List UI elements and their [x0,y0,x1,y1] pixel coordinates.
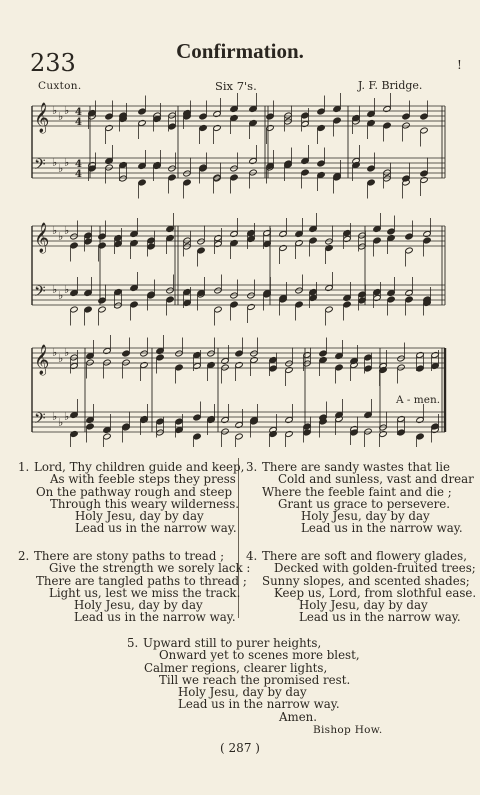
note-head [285,367,293,374]
note-head [387,296,395,303]
note-head [119,175,127,182]
note-head [235,422,243,429]
verse-number: 5. [127,636,139,650]
note-head [130,231,138,238]
author-credit: Bishop How. [313,724,383,736]
verse-5 [127,637,427,723]
note-head [166,226,174,233]
flat-sign-icon: ♭ [58,110,64,123]
verse-line: There are sandy wastes that lie [262,460,450,474]
flat-sign-icon: ♭ [58,230,64,243]
note-head [285,431,293,438]
note-head [230,240,238,247]
note-head [138,163,146,170]
note-head [364,428,372,435]
flat-sign-icon: ♭ [64,346,70,359]
verse-number: 2. [18,549,30,563]
tune-name: Cuxton. [38,80,82,92]
note-head [230,174,238,181]
note-head [317,108,325,115]
note-head [387,235,395,242]
note-head [405,296,413,303]
note-head [175,364,183,371]
note-head [156,418,164,425]
note-head [230,165,238,172]
bass-clef-icon: 𝄢 [34,283,46,304]
note-head [70,354,78,361]
note-head [405,233,413,240]
note-head [309,226,317,233]
verse-line: Holy Jesu, day by day [75,509,204,524]
page-number: ( 287 ) [220,741,260,755]
note-head [193,352,201,359]
note-head [397,429,405,436]
note-head [367,120,375,127]
flat-sign-icon: ♭ [58,416,64,429]
note-head [309,295,317,302]
note-head [183,237,191,244]
time-signature: 4 [75,159,82,170]
hymn-title: Confirmation. [176,39,304,63]
note-head [122,359,130,366]
flat-sign-icon: ♭ [64,156,70,169]
note-head [193,414,201,421]
note-head [130,240,138,247]
note-head [423,237,431,244]
note-head [193,363,201,370]
verse-2 [18,549,251,625]
verse-line: Till we reach the promised rest. [159,672,351,687]
note-head [140,362,148,369]
note-head [309,237,317,244]
note-head [166,235,174,242]
note-head [373,226,381,233]
note-head [373,289,381,296]
note-head [130,285,138,292]
note-head [183,243,191,250]
note-head [235,433,243,440]
verse-1 [18,460,245,536]
note-head [175,350,183,357]
note-head [247,236,255,243]
note-head [147,237,155,244]
note-head [319,357,327,364]
note-head [105,164,113,171]
note-head [105,158,113,165]
note-head [221,358,229,365]
note-head [213,125,221,132]
note-head [119,162,127,169]
verse-line: Lead us in the narrow way. [75,521,237,536]
note-head [373,295,381,302]
corner-mark: ! [457,58,462,72]
note-head [420,113,428,120]
note-head [317,125,325,132]
note-head [70,242,78,249]
note-head [343,236,351,243]
time-signature: 4 [75,169,82,180]
note-head [279,231,287,238]
note-head [397,355,405,362]
flat-sign-icon: ♭ [52,104,58,117]
note-head [295,231,303,238]
note-head [140,350,148,357]
note-head [138,179,146,186]
note-head [175,418,183,425]
note-head [319,350,327,357]
note-head [247,230,255,237]
note-head [397,416,405,423]
treble-clef-icon: 𝄞 [34,103,50,133]
verse-line: Lead us in the narrow way. [301,521,463,536]
note-head [230,301,238,308]
note-head [70,306,78,313]
verse-line: Keep us, Lord, from slothful ease. [274,585,477,600]
note-head [387,290,395,297]
note-head [183,170,191,177]
note-head [420,127,428,134]
note-head [98,242,106,249]
verse-line: Through this weary wilderness. [50,496,240,511]
composer: J. F. Bridge. [358,79,423,92]
note-head [98,233,106,240]
note-head [84,232,92,239]
note-head [325,306,333,313]
note-head [247,304,255,311]
note-head [416,417,424,424]
note-head [284,118,292,125]
flat-sign-icon: ♭ [52,224,58,237]
note-head [301,169,309,176]
note-head [221,417,229,424]
note-head [335,353,343,360]
note-head [405,247,413,254]
note-head [303,423,311,430]
verse-number: 1. [18,460,30,474]
note-head [285,417,293,424]
flat-sign-icon: ♭ [64,104,70,117]
hymn-number: 233 [30,49,76,77]
note-head [70,290,78,297]
note-head [86,417,94,424]
flat-sign-icon: ♭ [52,346,58,359]
flat-sign-icon: ♭ [58,352,64,365]
note-head [98,297,106,304]
note-head [175,427,183,434]
note-head [367,165,375,172]
note-head [317,172,325,179]
note-head [114,241,122,248]
note-head [303,360,311,367]
verse-4 [246,549,477,625]
meter: Six 7's. [215,79,257,93]
verse-line: Lead us in the narrow way. [178,697,340,712]
note-head [166,287,174,294]
note-head [247,292,255,299]
note-head [420,170,428,177]
verse-line: Lord, Thy children guide and keep, [34,460,245,474]
note-head [269,357,277,364]
note-head [230,292,238,299]
note-head [266,125,274,132]
note-head [168,174,176,181]
note-head [197,238,205,245]
note-head [420,177,428,184]
note-head [397,364,405,371]
note-head [114,302,122,309]
note-head [431,363,439,370]
verse-line: Give the strength we sorely lack : [49,561,251,576]
note-head [70,363,78,370]
note-head [235,350,243,357]
note-head [333,117,341,124]
note-head [309,289,317,296]
note-head [249,158,257,165]
note-head [423,231,431,238]
music-score [30,92,450,447]
verse-line: Holy Jesu, day by day [178,685,307,700]
verse-line: On the pathway rough and steep [36,484,233,499]
note-head [130,301,138,308]
verse-line: Amen. [279,709,318,724]
note-head [373,237,381,244]
note-head [325,245,333,252]
note-head [325,238,333,245]
note-head [230,106,238,113]
verse-line: Decked with golden-fruited trees; [274,561,476,576]
note-head [84,290,92,297]
note-head [295,301,303,308]
note-head [138,108,146,115]
note-head [230,115,238,122]
verse-line: Calmer regions, clearer lights, [144,660,328,675]
note-head [383,175,391,182]
verse-line: As with feeble steps they press [50,472,236,487]
note-head [303,352,311,359]
note-head [105,113,113,120]
note-head [168,112,176,119]
note-head [249,169,257,176]
note-head [214,287,222,294]
note-head [364,354,372,361]
note-head [250,357,258,364]
verse-line: Holy Jesu, day by day [301,509,430,524]
note-head [295,287,303,294]
note-head [221,364,229,371]
note-head [383,122,391,129]
note-head [84,238,92,245]
verse-line: Lead us in the narrow way. [74,610,236,625]
note-head [207,362,215,369]
note-head [383,106,391,113]
verse-number: 3. [246,460,258,474]
note-head [221,428,229,435]
verse-line: There are soft and flowery glades, [262,549,467,563]
note-head [103,433,111,440]
flat-sign-icon: ♭ [52,283,58,296]
verse-line: Holy Jesu, day by day [74,598,203,613]
note-head [207,350,215,357]
flat-sign-icon: ♭ [64,410,70,423]
note-head [317,160,325,167]
verse-line: There are stony paths to tread ; [34,549,225,563]
flat-sign-icon: ♭ [64,224,70,237]
note-head [103,348,111,355]
flat-sign-icon: ♭ [52,410,58,423]
note-head [199,125,207,132]
note-head [122,350,130,357]
note-head [266,113,274,120]
note-head [335,364,343,371]
note-head [168,165,176,172]
note-head [416,352,424,359]
verse-line: Onward yet to scenes more blest, [159,648,360,663]
verse-line: Lead us in the narrow way. [299,610,461,625]
note-head [431,352,439,359]
note-head [416,365,424,372]
note-head [183,179,191,186]
note-head [214,306,222,313]
note-head [84,306,92,313]
verse-line: Where the feeble faint and die ; [262,484,452,499]
note-head [301,112,309,119]
note-head [156,348,164,355]
note-head [284,112,292,119]
verse-3 [246,460,474,536]
flat-sign-icon: ♭ [58,162,64,175]
note-head [405,290,413,297]
note-head [183,289,191,296]
note-head [343,230,351,237]
note-head [364,365,372,372]
verse-line: Holy Jesu, day by day [299,598,428,613]
note-head [301,121,309,128]
bass-clef-icon: 𝄢 [34,410,46,431]
note-head [295,240,303,247]
note-head [156,429,164,436]
note-head [343,295,351,302]
verse-line: Sunny slopes, and scented shades; [262,573,470,588]
note-head [367,179,375,186]
note-head [105,125,113,132]
verse-line: There are tangled paths to thread ; [36,573,247,588]
flat-sign-icon: ♭ [58,289,64,302]
note-head [214,241,222,248]
note-head [213,111,221,118]
amen-label: A - men. [396,394,441,406]
note-head [279,245,287,252]
note-head [156,354,164,361]
note-head [197,247,205,254]
note-head [98,306,106,313]
note-head [235,362,243,369]
note-head [86,359,94,366]
note-head [86,353,94,360]
note-head [183,300,191,307]
note-head [166,296,174,303]
note-head [86,423,94,430]
note-head [416,433,424,440]
time-signature: 4 [75,117,82,128]
note-head [249,106,257,113]
note-head [168,123,176,130]
note-head [214,235,222,242]
bass-clef-icon: 𝄢 [34,156,46,177]
note-head [114,235,122,242]
note-head [70,412,78,419]
note-head [70,233,78,240]
note-head [285,360,293,367]
treble-clef-icon: 𝄞 [34,223,50,253]
note-head [325,285,333,292]
note-head [103,427,111,434]
note-head [269,365,277,372]
verse-line: Grant us grace to persevere. [278,496,450,511]
note-head [138,120,146,127]
note-head [250,350,258,357]
note-head [402,122,410,129]
verse-line: Cold and sunless, vast and drear [278,472,474,487]
verse-number: 4. [246,549,258,563]
flat-sign-icon: ♭ [52,156,58,169]
note-head [147,243,155,250]
note-head [383,169,391,176]
note-head [230,231,238,238]
verse-line: Upward still to purer heights, [143,636,322,650]
note-head [114,289,122,296]
note-head [364,412,372,419]
note-head [249,120,257,127]
note-head [303,429,311,436]
note-head [103,359,111,366]
verse-line: Light us, lest we miss the track. [49,585,241,600]
note-head [387,228,395,235]
note-head [70,431,78,438]
note-head [333,106,341,113]
note-head [402,113,410,120]
note-head [367,111,375,118]
flat-sign-icon: ♭ [64,283,70,296]
note-head [193,433,201,440]
time-signature: 4 [75,107,82,118]
note-head [301,158,309,165]
note-head [199,113,207,120]
treble-clef-icon: 𝄞 [34,345,50,375]
note-head [343,301,351,308]
